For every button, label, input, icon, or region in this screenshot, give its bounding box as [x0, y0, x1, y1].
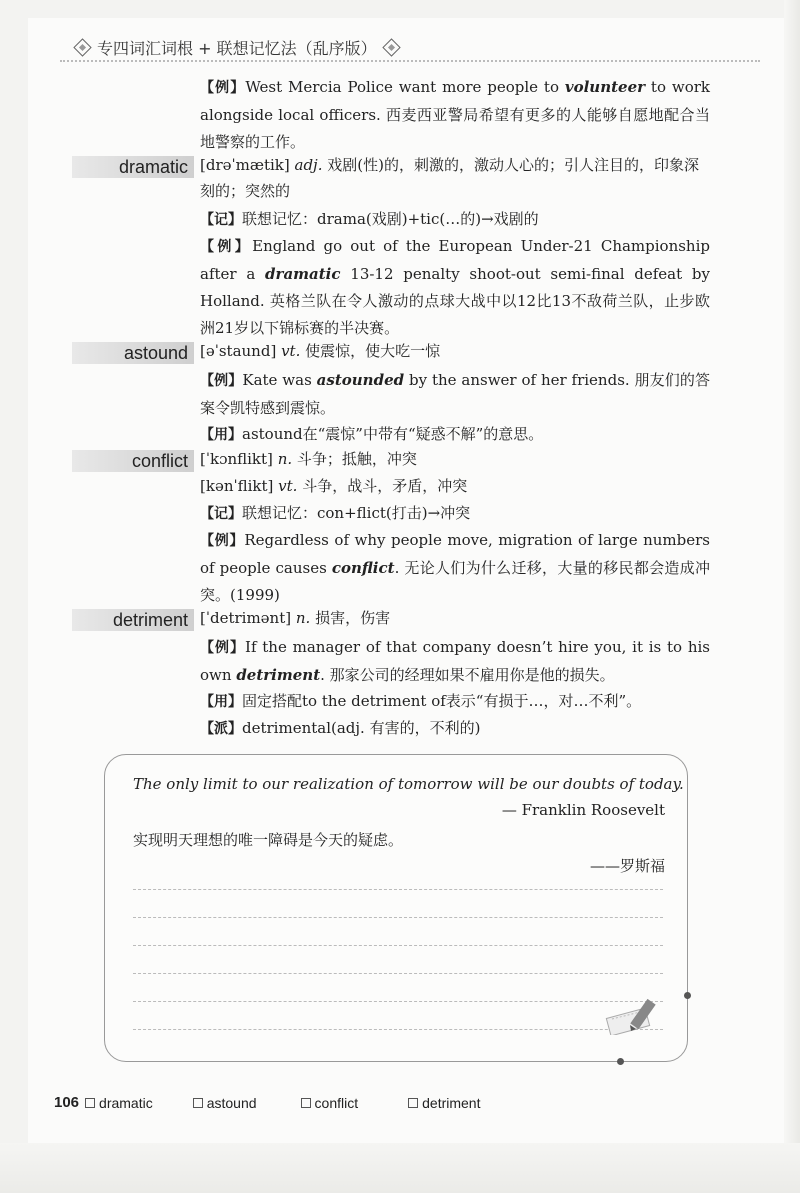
example-volunteer: 【例】West Mercia Police want more people to volunteer to work alongside local officers. 西麦西亚警局希望有更多的人能够自愿地配合当地警察的工作。 — [200, 78, 710, 151]
memo-dramatic: 【记】联想记忆：drama(戏剧)+tic(…的)→戏剧的 — [200, 210, 539, 228]
diamond-ornament-icon — [382, 38, 400, 56]
header-divider — [60, 60, 760, 62]
definition-conflict-verb: [kənˈflikt] vt. 斗争，战斗，矛盾，冲突 — [200, 477, 468, 495]
diamond-ornament-icon — [73, 38, 91, 56]
checkbox-icon — [301, 1098, 311, 1108]
running-header — [68, 36, 406, 59]
quote-chinese: 实现明天理想的唯一障碍是今天的疑虑。 — [133, 831, 404, 849]
pencil-notepad-icon — [600, 995, 670, 1035]
checkbox-icon — [85, 1098, 95, 1108]
footer-checkbox-item: detriment — [408, 1095, 480, 1111]
checkbox-icon — [408, 1098, 418, 1108]
checkbox-icon — [193, 1098, 203, 1108]
quote-english: The only limit to our realization of tomorrow will be our doubts of today. — [133, 775, 684, 793]
usage-astound: 【用】astound在“震惊”中带有“疑惑不解”的意思。 — [200, 425, 544, 443]
definition-detriment: [ˈdetrimənt] n. 损害，伤害 — [200, 609, 391, 627]
definition-astound: [əˈstaund] vt. 使震惊，使大吃一惊 — [200, 342, 441, 360]
note-line — [133, 1001, 663, 1002]
headword-astound: astound — [72, 342, 194, 364]
page-footer — [54, 1094, 480, 1111]
corner-dot — [684, 992, 691, 999]
page-number: 106 — [54, 1094, 80, 1111]
page-bottom-shadow — [0, 1143, 800, 1193]
header-title: 专四词汇词根 + 联想记忆法（乱序版） — [97, 39, 377, 58]
example-conflict: 【例】Regardless of why people move, migration of large numbers of people causes conflict. 无论人们为什么迁移，大量的移民都会造成冲突。(1999) — [200, 531, 710, 604]
note-line — [133, 973, 663, 974]
definition-conflict-noun: [ˈkɔnflikt] n. 斗争；抵触，冲突 — [200, 450, 417, 468]
example-dramatic: 【例】England go out of the European Under-21 Championship after a dramatic 13-12 penalty shoot-out semi-final defeat by Holland. 英格兰队在令人激动的点球大战中以12比13不敌荷兰队，止步欧洲21岁以下锦标赛的半决赛。 — [200, 237, 710, 337]
definition-dramatic: [drəˈmætik] adj. 戏剧(性)的，刺激的，激动人心的；引人注目的，印象深刻的；突然的 — [200, 156, 699, 200]
note-line — [133, 889, 663, 890]
quote-chinese-author: ——罗斯福 — [589, 857, 665, 875]
example-detriment: 【例】If the manager of that company doesn’t hire you, it is to his own detriment. 那家公司的经理如果不雇用你是他的损失。 — [200, 638, 710, 684]
note-line — [133, 945, 663, 946]
page-edge-shadow — [784, 0, 800, 1193]
footer-checkbox-item: conflict — [301, 1095, 359, 1111]
footer-checkbox-item: astound — [193, 1095, 257, 1111]
usage-detriment: 【用】固定搭配to the detriment of表示“有损于…，对…不利”。 — [200, 692, 642, 710]
headword-detriment: detriment — [72, 609, 194, 631]
example-astound: 【例】Kate was astounded by the answer of her friends. 朋友们的答案令凯特感到震惊。 — [200, 371, 711, 417]
footer-checkbox-item: dramatic — [85, 1095, 153, 1111]
note-line — [133, 917, 663, 918]
headword-conflict: conflict — [72, 450, 194, 472]
derived-detriment: 【派】detrimental(adj. 有害的，不利的) — [200, 719, 481, 737]
quote-english-author: — Franklin Roosevelt — [501, 801, 665, 819]
corner-dot — [617, 1058, 624, 1065]
headword-dramatic: dramatic — [72, 156, 194, 178]
memo-conflict: 【记】联想记忆：con+flict(打击)→冲突 — [200, 504, 471, 522]
note-line — [133, 1029, 663, 1030]
